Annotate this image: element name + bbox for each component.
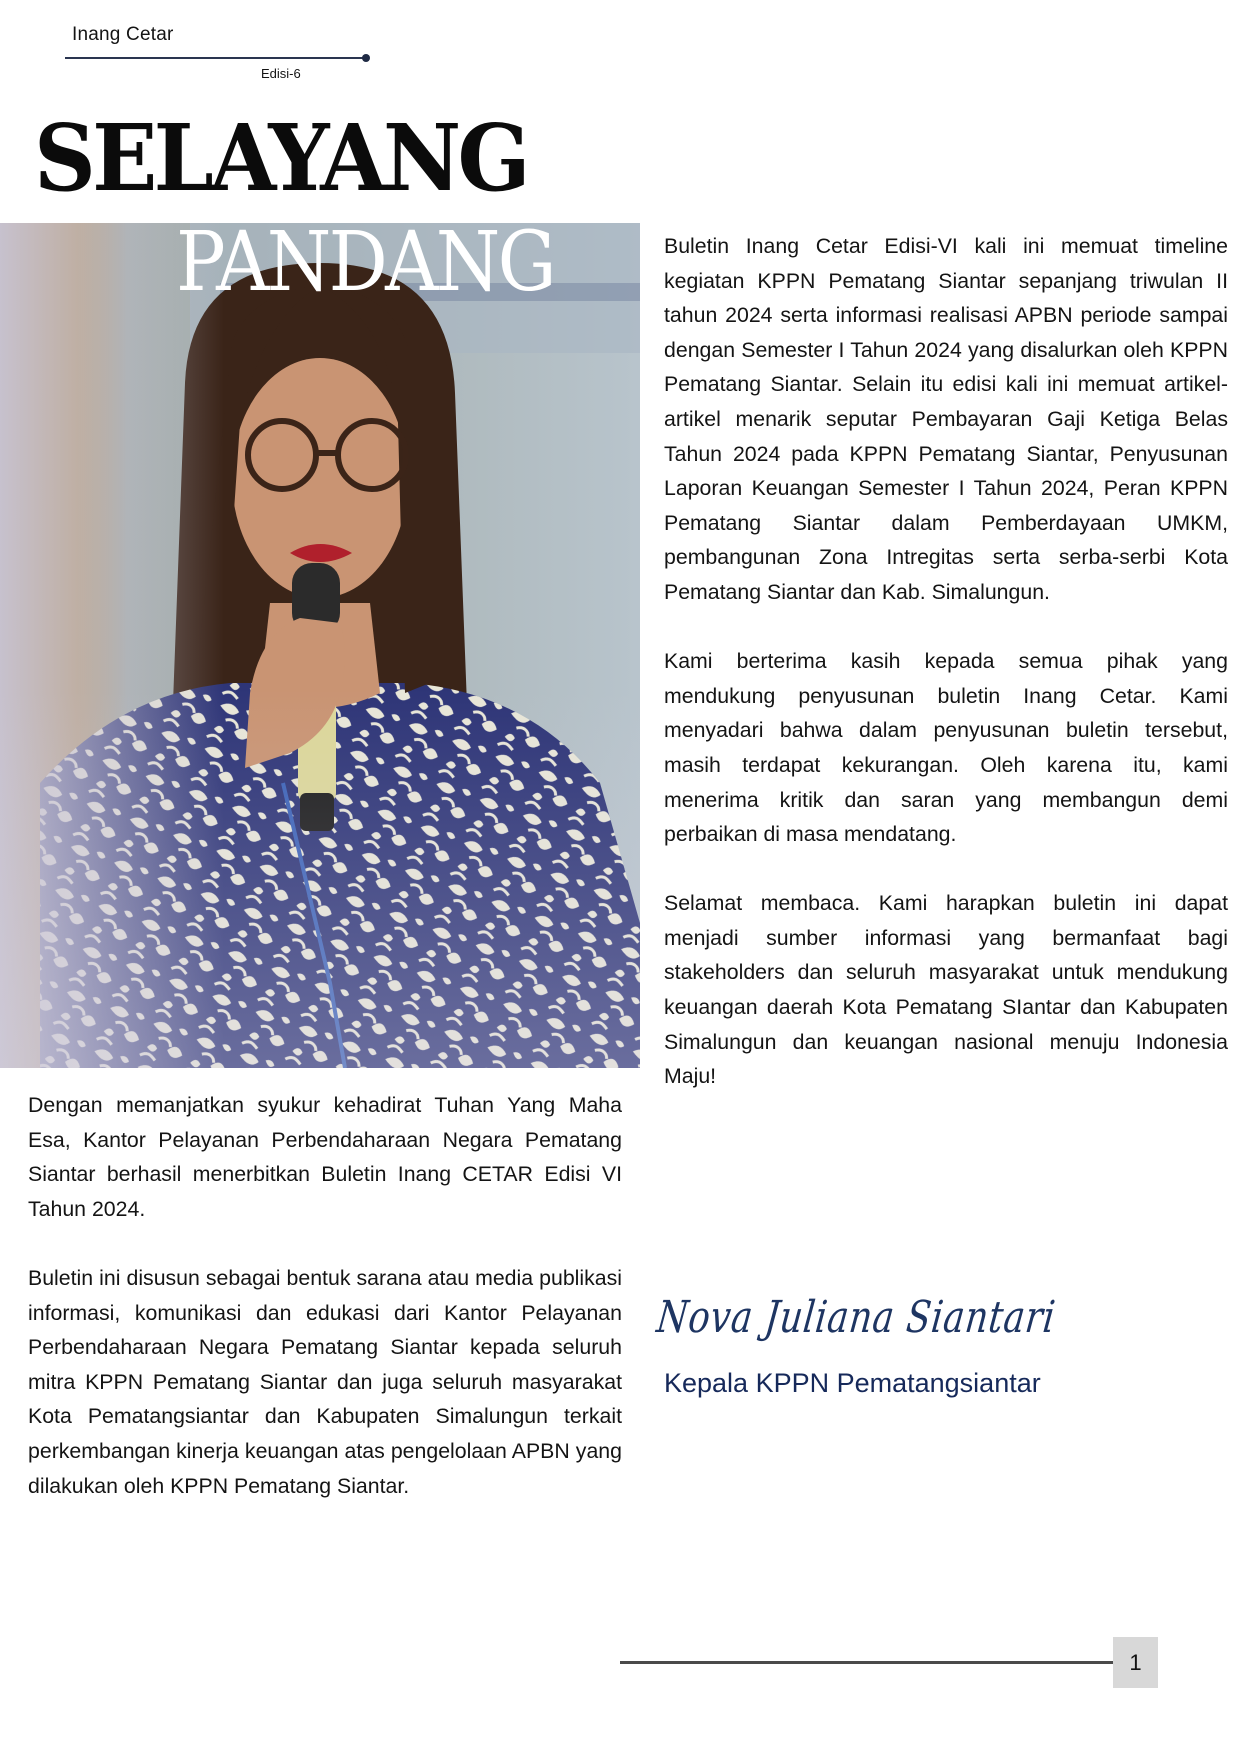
paragraph: Dengan memanjatkan syukur kehadirat Tuhan Yang Maha Esa, Kantor Pelayanan Perbendaharaan Negara Pematang Siantar berhasil menerbitkan Buletin Inang CETAR Edisi VI Tahun 2024. xyxy=(28,1093,622,1221)
portrait-photo xyxy=(0,215,640,1068)
edition-label: Edisi-6 xyxy=(261,66,301,81)
intro-column-left xyxy=(28,1088,622,1503)
signature xyxy=(654,1292,1158,1343)
paragraph: Selamat membaca. Kami harapkan buletin ini dapat menjadi sumber informasi yang bermanfaat bagi stakeholders dan seluruh masyarakat untuk mendukung keuangan daerah Kota Pematang SIantar dan Kabupaten Simalungun dan keuangan nasional menuju Indonesia Maju! xyxy=(664,891,1228,1089)
signature-handwriting: Nova Juliana Siantari xyxy=(654,1292,1059,1343)
page-title-line-1: SELAYANG xyxy=(34,104,527,212)
paragraph: Buletin ini disusun sebagai bentuk sarana atau media publikasi informasi, komunikasi dan edukasi dari Kantor Pelayanan Perbendaharaan Negara Pematang Siantar kepada seluruh mitra KPPN Pematang Siantar dan juga seluruh masyarakat Kota Pematangsiantar dan Kabupaten Simalungun terkait perkembangan kinerja keuangan atas pengelolaan APBN yang dilakukan oleh KPPN Pematang Siantar. xyxy=(28,1265,622,1498)
header-divider xyxy=(65,57,365,59)
header-divider-dot xyxy=(362,54,370,62)
paragraph: Buletin Inang Cetar Edisi-VI kali ini memuat timeline kegiatan KPPN Pematang Siantar sepanjang triwulan II tahun 2024 serta informasi realisasi APBN periode sampai dengan Semester I Tahun 2024 yang disalurkan oleh KPPN Pematang Siantar. Selain itu edisi kali ini memuat artikel-artikel menarik seputar Pembayaran Gaji Ketiga Belas Tahun 2024 pada KPPN Pematang Siantar, Penyusunan Laporan Keuangan Semester I Tahun 2024, Peran KPPN Pematang Siantar dalam Pemberdayaan UMKM, pembangunan Zona Intregitas serta serba-serbi Kota Pematang Siantar dan Kab. Simalungun. xyxy=(664,234,1228,604)
page-number: 1 xyxy=(1113,1637,1158,1688)
signatory-title: Kepala KPPN Pematangsiantar xyxy=(664,1368,1041,1398)
bulletin-name: Inang Cetar xyxy=(72,24,174,45)
paragraph: Kami berterima kasih kepada semua pihak yang mendukung penyusunan buletin Inang Cetar. Kami menyadari bahwa dalam penyusunan buletin tersebut, masih terdapat kekurangan. Oleh karena itu, kami menerima kritik dan saran yang membangun demi perbaikan di masa mendatang. xyxy=(664,649,1228,847)
intro-column-right xyxy=(664,229,1228,1094)
page-title-line-2: PANDANG xyxy=(176,215,554,310)
footer-divider xyxy=(620,1661,1114,1664)
